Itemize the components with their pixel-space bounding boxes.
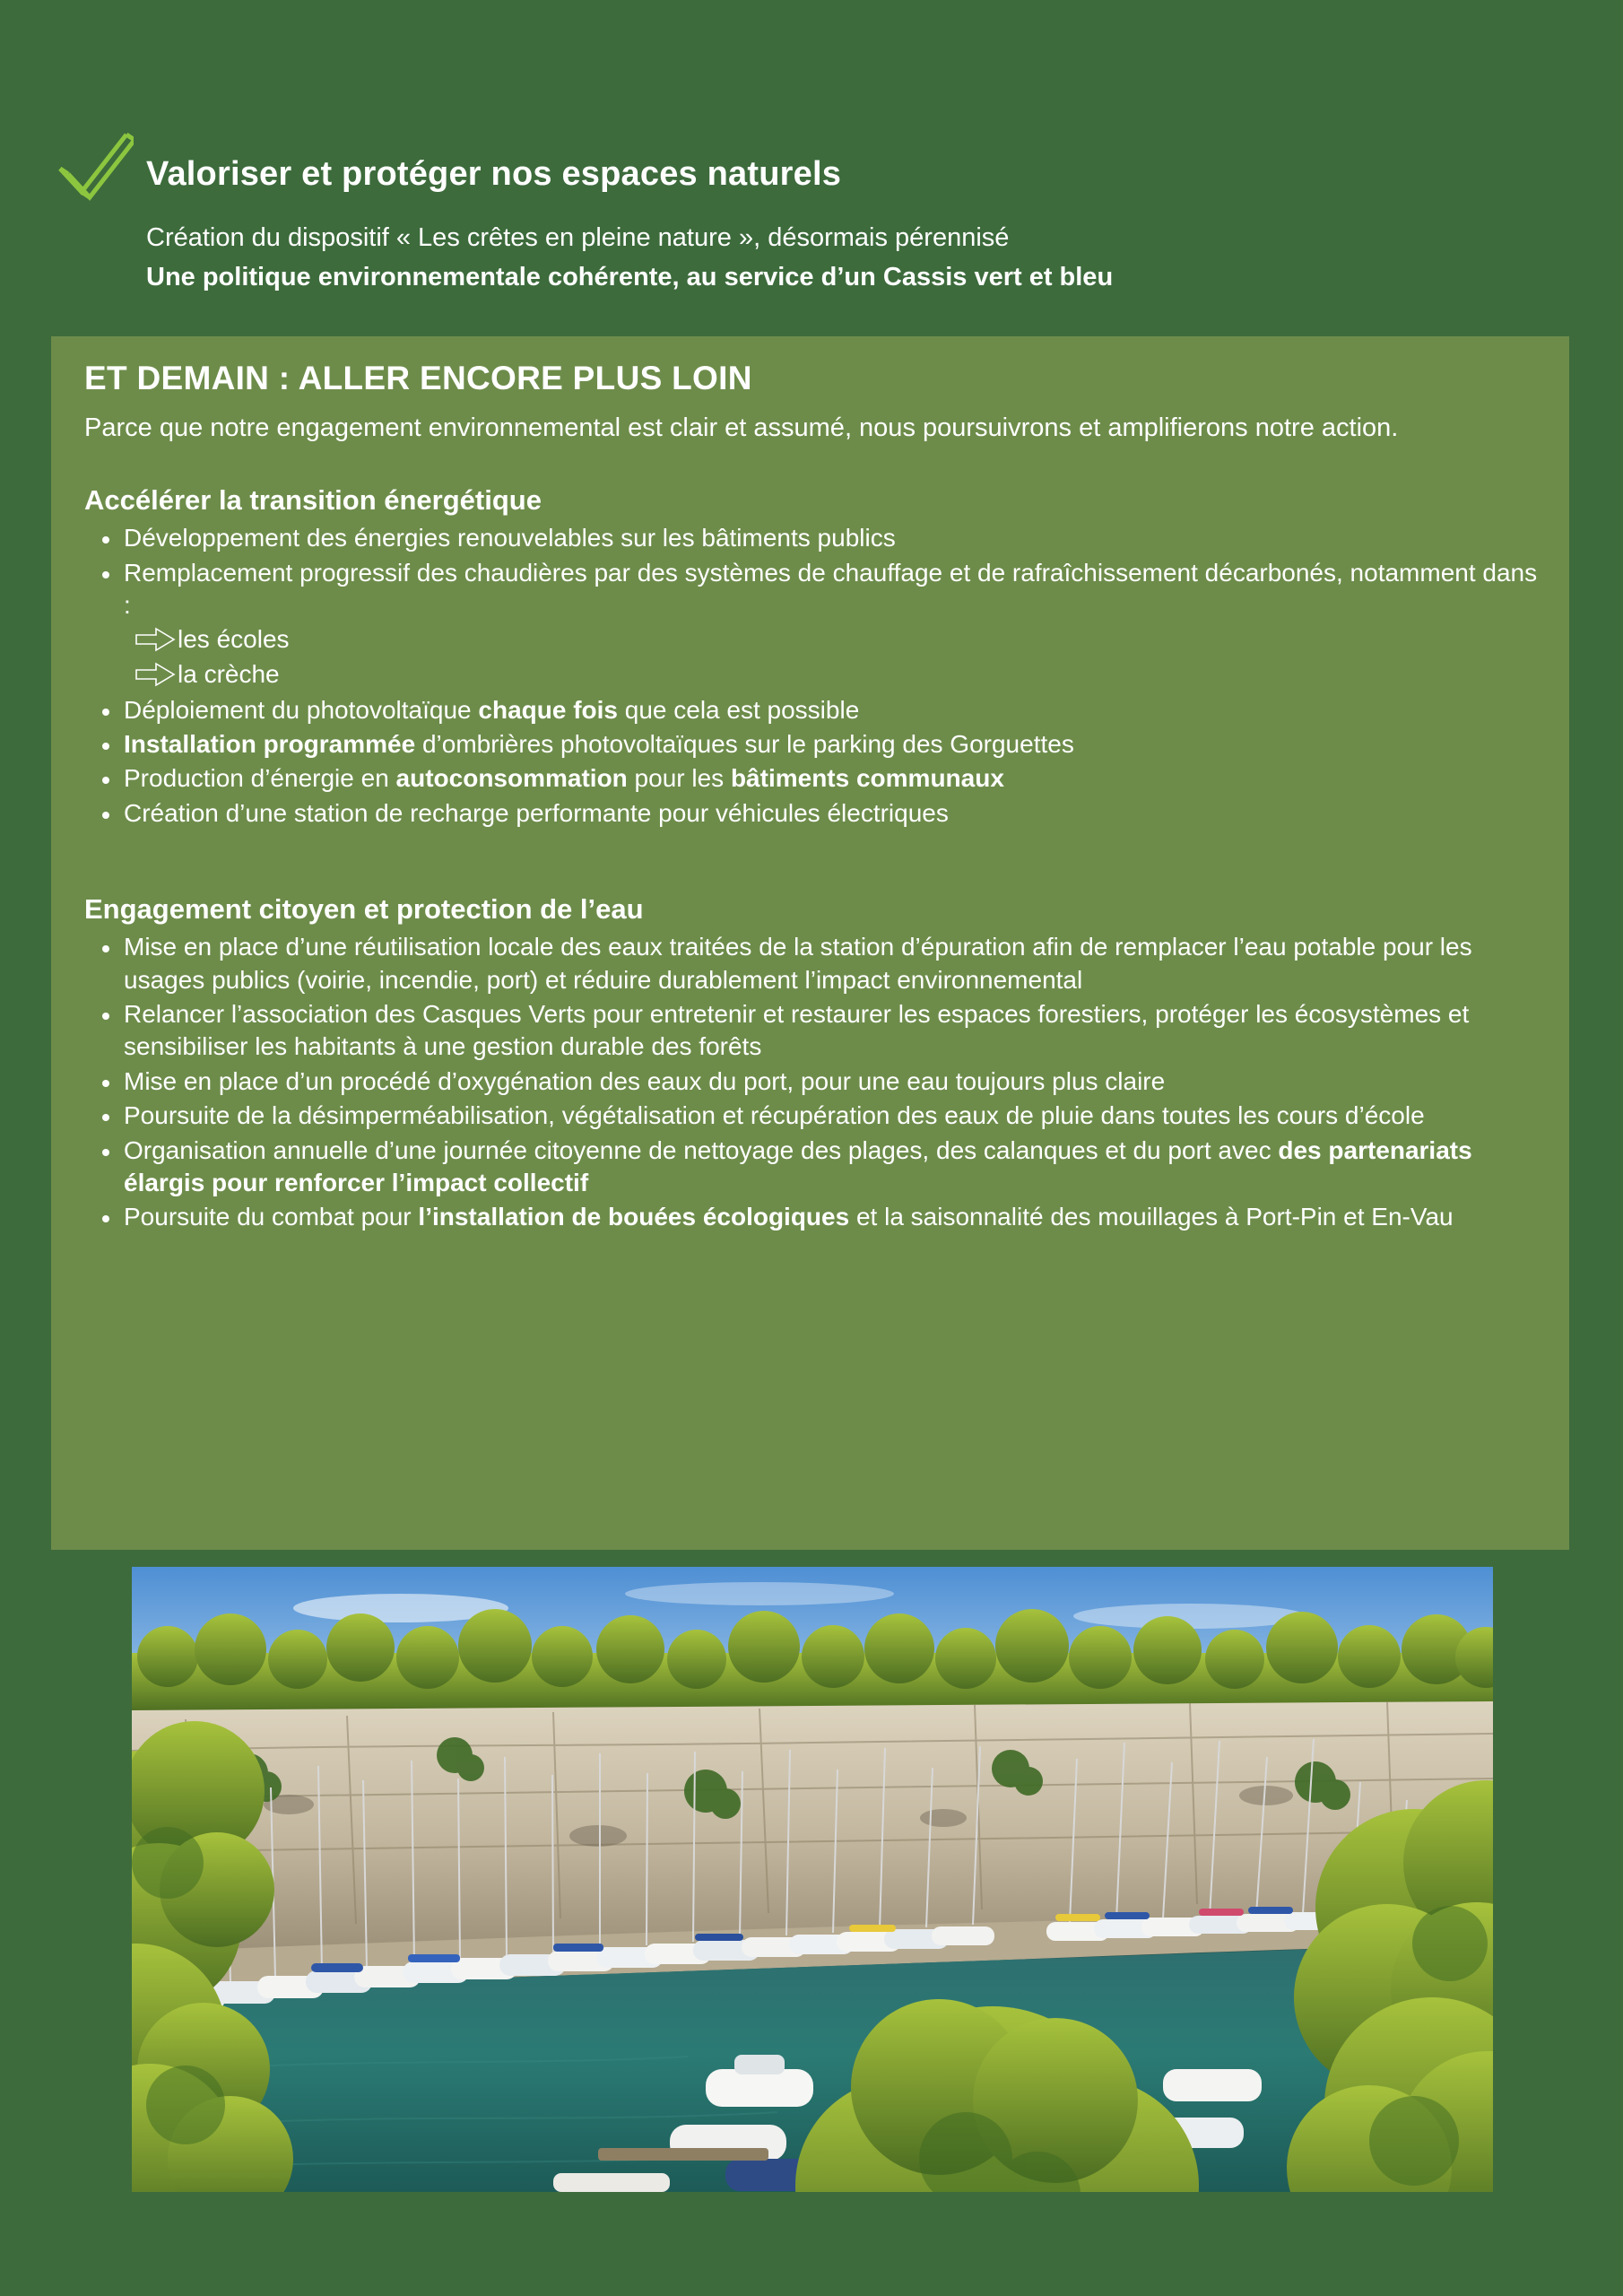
bullet-text: pour les — [627, 764, 731, 793]
bullet-item — [84, 797, 1539, 830]
bullet-text: que cela est possible — [617, 695, 860, 724]
bullet-text-emphasis: chaque fois — [478, 695, 618, 724]
bullet-text: Organisation annuelle d’une journée citoyenne de nettoyage des plages, des calanques et du port avec — [124, 1135, 1279, 1164]
bullet-text: Déploiement du photovoltaïque — [124, 695, 479, 724]
check-icon — [51, 126, 134, 208]
bullet-text-emphasis: autoconsommation — [395, 764, 628, 793]
arrow-sub-label: les écoles — [178, 625, 290, 654]
arrow-sub-list — [124, 622, 1539, 691]
section-title: Accélérer la transition énergétique — [84, 483, 542, 516]
bullet-text: Poursuite de la désimperméabilisation, végétalisation et récupération des eaux de pluie dans toutes les cours d’école — [124, 1101, 1425, 1130]
bullet-item — [84, 522, 1539, 554]
bullet-text: Poursuite du combat pour — [124, 1203, 419, 1231]
bullet-text-emphasis: des partenariats élargis pour renforcer l’impact collectif — [124, 1135, 1472, 1196]
bullet-text: Production d’énergie en — [124, 764, 396, 793]
bullet-text-emphasis: bâtiments communaux — [730, 764, 1004, 793]
header-block — [51, 126, 1504, 295]
bullet-text: Mise en place d’une réutilisation locale des eaux traitées de la station d’épuration afin de remplacer l’eau potable pour les usages publics (voirie, incendie, port) et réduire durablement l’impact environnemental — [124, 933, 1472, 994]
arrow-sub-item — [135, 657, 1539, 691]
bullet-item — [84, 998, 1539, 1064]
bullet-text: et la saisonnalité des mouillages à Port-Pin et En-Vau — [849, 1203, 1454, 1231]
bullet-item — [84, 1135, 1539, 1200]
header-title-row — [51, 126, 1504, 208]
arrow-right-icon — [135, 626, 176, 653]
arrow-right-icon — [135, 661, 176, 688]
bullet-item — [84, 694, 1539, 726]
bullet-text: Mise en place d’un procédé d’oxygénation des eaux du port, pour une eau toujours plus claire — [124, 1066, 1166, 1095]
header-subtitle-bold: Une politique environnementale cohérente, au service d’un Cassis vert et bleu — [146, 263, 1114, 292]
bullet-item — [84, 1100, 1539, 1132]
bullet-text-emphasis: l’installation de bouées écologiques — [418, 1203, 850, 1231]
arrow-sub-label: la crèche — [178, 660, 280, 689]
bullet-list — [84, 931, 1539, 1234]
bullet-text: Développement des énergies renouvelables sur les bâtiments publics — [124, 524, 896, 552]
bullet-text: Création d’une station de recharge performante pour véhicules électriques — [124, 798, 949, 827]
bullet-item — [84, 762, 1539, 795]
bullet-text-emphasis: Installation programmée — [124, 729, 416, 758]
panel-section — [84, 483, 1539, 830]
future-actions-panel — [51, 336, 1569, 1550]
panel-section — [84, 892, 1539, 1234]
panel-sections — [84, 483, 1539, 1234]
panel-intro: Parce que notre engagement environnemental est clair et assumé, nous poursuivrons et amplifierons notre action. — [84, 413, 1399, 442]
calanque-port-harbour-photo — [132, 1567, 1493, 2192]
arrow-sub-item — [135, 622, 1539, 657]
bullet-item — [84, 931, 1539, 996]
bullet-item — [84, 728, 1539, 761]
bullet-item — [84, 1065, 1539, 1098]
page-title: Valoriser et protéger nos espaces naturels — [146, 155, 842, 194]
bullet-item — [84, 1201, 1539, 1233]
section-title: Engagement citoyen et protection de l’eau — [84, 893, 644, 926]
bullet-text: Remplacement progressif des chaudières par des systèmes de chauffage et de rafraîchissement décarbonés, notamment dans : — [124, 558, 1538, 619]
bullet-text: d’ombrières photovoltaïques sur le parking des Gorguettes — [415, 729, 1074, 758]
header-subtitle: Création du dispositif « Les crêtes en pleine nature », désormais pérennisé — [146, 223, 1010, 252]
panel-title: ET DEMAIN : ALLER ENCORE PLUS LOIN — [84, 360, 752, 396]
bullet-list — [84, 522, 1539, 830]
bullet-text: Relancer l’association des Casques Verts pour entretenir et restaurer les espaces forestiers, protéger les écosystèmes et sensibiliser les habitants à une gestion durable des forêts — [124, 1000, 1470, 1061]
bullet-item — [84, 557, 1539, 692]
